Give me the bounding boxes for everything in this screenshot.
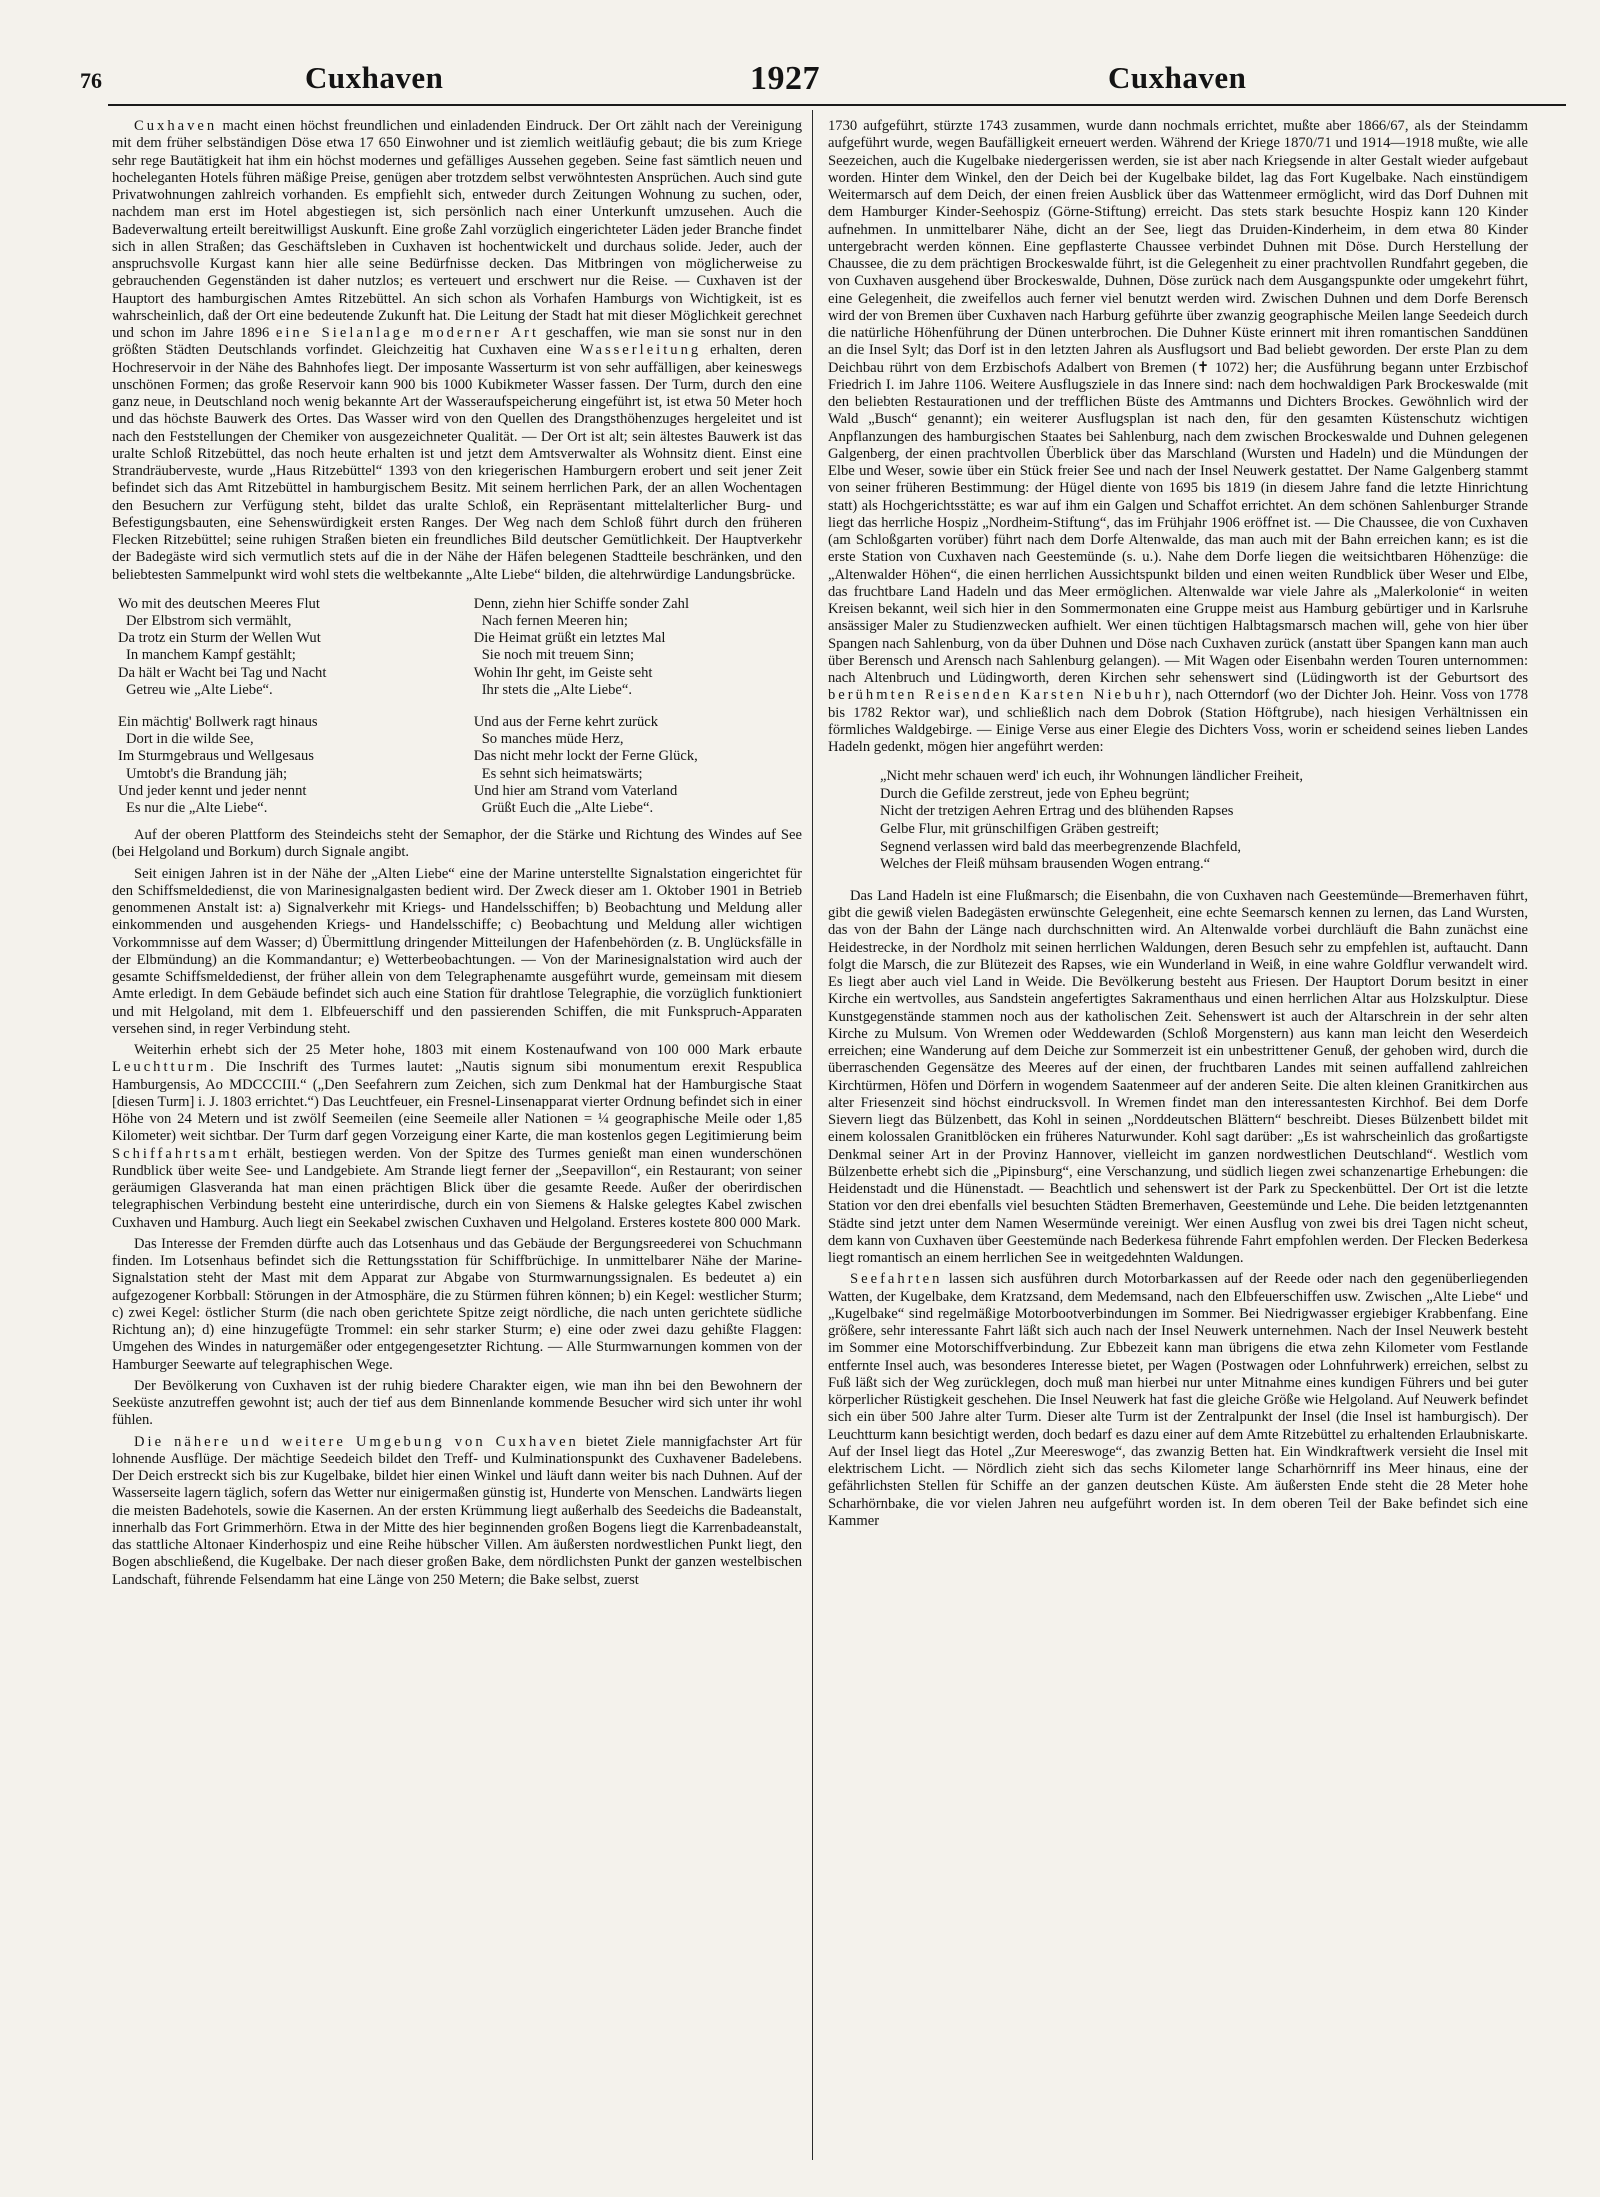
poem-alte-liebe: [118, 596, 802, 817]
umgebung-text: bietet Ziele mannigfachster Art für lohnende Ausflüge. Der mächtige Seedeich bildet den Treff- und Kulminationspunkt des Cuxhavener Badelebens. Der Deich erstreckt sich bis zur Kugelbake, bildet hier einen Winkel und läuft dann weiter bis nach Duhnen. Auf der Wasserseite lagern täglich, sofern das Wetter nur einigermaßen günstig ist, Hunderte von Menschen. Landwärts liegen die meisten Badehotels, sowie die Kasernen. An der ersten Krümmung liegt außerhalb des Seedeichs die Badeanstalt, innerhalb das Fort Grimmerhörn. Etwa in der Mitte des hier beginnenden großen Bogens liegt die Karrenbadeanstalt, das stattliche Altonaer Kinderhospiz und eine Reihe hübscher Villen. Am äußersten nordwestlichen Punkt liegt, den Bogen abschließend, die Kugelbake. Der nach dieser großen Bake, dem nördlichsten Punkt der ganzen westelbischen Landschaft, führende Felsendamm hat eine Länge von 250 Metern; die Bake selbst, zuerst: [112, 1433, 802, 1588]
kugelbake-text-1: 1730 aufgeführt, stürzte 1743 zusammen, wurde dann nochmals errichtet, mußte aber 1866/67, als der Steindamm aufgeführt wurde, wegen Baufälligkeit erneuert werden. Während der Kriege 1870/71 und 1914—1918 mußte, wie alle Seezeichen, auch die Kugelbake niedergerissen werden, sie ist aber nach Kriegsende in alter Gestalt wieder aufgebaut worden. Hinter dem Winkel, den der Deich bei der Kugelbake bildet, lag das Fort Kugelbake. Nach einstündigem Weitermarsch auf dem Deich, der einen freien Ausblick über das Wattenmeer ermöglicht, wird das Dorf Duhnen mit dem Hamburger Kinder-Seehospiz (Görne-Stiftung) erreicht. Das stets stark besuchte Hospiz kann 120 Kinder aufnehmen. In unmittelbarer Nähe, dicht an der See, liegt das Druiden-Kinderheim, in dem etwa 80 Kinder untergebracht werden können. Eine gepflasterte Chaussee verbindet Duhnen mit Döse. Durch Herstellung der Chaussee, die zu dem prächtigen Brockeswalde führt, ist die Gelegenheit zu einer prachtvollen Rundfahrt gegeben, die von Cuxhaven ausgehend über Brockeswalde, Duhnen, Döse zurück nach dem Ausgangspunkte oder umgekehrt führt, eine Gelegenheit, die zweifellos auch ferner viel benutzt werden wird. Zwischen Duhnen und dem Dorfe Berensch wird der von Bremen über Cuxhaven nach Harburg geführte über zwanzig geographische Meilen lange Seedeich durch die natürliche Höhenführung der Dünen unterbrochen. Die Duhner Küste erinnert mit ihren romantischen Sanddünen an die Insel Sylt; das Dorf ist in den letzten Jahren als Ausflugsort und Bad beliebt geworden. Der erste Plan zu dem Deichbau rührt von dem Erzbischofs Adalbert von Bremen (✝ 1072) her; die Ausführung begann unter Erzbischof Friedrich I. im Jahre 1106. Weitere Ausflugsziele in das Innere sind: nach dem hochwaldigen Park Brockeswalde (mit den beliebten Restaurationen und der trefflichen Büste des Amtmanns und Dichters Brockes. Gewöhnlich wird der Wald „Busch“ genannt); ein weiterer Ausflugsplan ist nach den, für den gesamten Küstenschutz wichtigen Anpflanzungen des hamburgischen Staates bei Sahlenburg, nach dem zwischen Brockeswalde und Duhnen gelegenen Galgenberg, der einen prachtvollen Überblick über das Marschland (Wursten und Hadeln) und die Mündungen der Elbe und Weser, sowie über ein Stück freier See und nach der Insel Neuwerk gestattet. Der Name Galgenberg stammt von seiner früheren Bestimmung: der Hügel diente von 1695 bis 1819 (in diesem Jahre fand die letzte Hinrichtung statt) als Hochgerichtsstätte; es war auf ihm ein Galgen und Schaffot errichtet. An dem schönen Sahlenburger Strande liegt das herrliche Hospiz „Nordheim-Stiftung“, das im Frühjahr 1906 eröffnet ist. — Die Chaussee, die von Cuxhaven (am Schloßgarten vorüber) führt nach dem Dorfe Altenwalde, das man auch mit der Bahn erreichen kann; es ist die erste Station von Cuxhaven nach Geestemünde (s. u.). Nahe dem Dorfe liegen die weitsichtbaren Höhenzüge: die „Altenwalder Höhen“, die einen herrlichen Aussichtspunkt bilden und einen weiten Rundblick über Weser und Elbe, das fruchtbare Land Hadeln und das Meer ermöglichen. Altenwalde war viele Jahre als „Malerkolonie“ in weiten Kreisen bekannt, weil sich hier in den Sommermonaten eine Gruppe meist aus Hamburg gebürtiger und in Karlsruhe ansässiger Maler zu Studienzwecken aufhielt. Wer einen tüchtigen Halbtagsmarsch machen will, gehe von hier über Spangen nach Sahlenburg, von da über Duhnen und Döse nach Cuxhaven zurück (anstatt über Spangen kann man auch über Berensch und Arensch nach Sahlenburg gelangen). — Mit Wagen oder Eisenbahn werden Touren unternommen: nach Altenbruch und Lüdingworth, deren Kirchen sehr sehenswert sind (Lüdingworth ist der Geburtsort des: [828, 118, 1528, 686]
running-year: 1927: [750, 60, 820, 97]
paragraph-seefahrten: [828, 1271, 1528, 1530]
poem-line: Denn, ziehn hier Schiffe sonder Zahl: [473, 595, 690, 612]
poem-line: So manches müde Herz,: [481, 731, 624, 748]
poem-line: Wo mit des deutschen Meeres Flut: [118, 595, 320, 612]
poem-line: Grüßt Euch die „Alte Liebe“.: [481, 799, 654, 816]
poem-stanza: [474, 596, 802, 699]
poem-line: Ihr stets die „Alte Liebe“.: [481, 681, 633, 698]
poem-line: Es sehnt sich heimatswärts;: [481, 765, 643, 782]
intro-text-2: geschaffen, wie man sie sonst nur in den größten Städten Deutschlands vorfindet. Gleichzeitig hat Cuxhaven eine: [112, 325, 802, 359]
quote-line: Durch die Gefilde zerstreut, jede von Epheu begrünt;: [880, 785, 1190, 802]
poem-line: Im Sturmgebraus und Wellgesaus: [118, 748, 314, 765]
emphasis-seefahrten: Seefahrten: [850, 1271, 943, 1288]
poem-line: Der Elbstrom sich vermählt,: [126, 612, 292, 629]
poem-line: Die Heimat grüßt ein letztes Mal: [473, 630, 666, 647]
quote-line: Gelbe Flur, mit grünschilfigen Gräben gestreift;: [880, 821, 1160, 838]
poem-line: Sie noch mit treuem Sinn;: [481, 647, 635, 664]
paragraph-bevoelkerung: Der Bevölkerung von Cuxhaven ist der ruhig biedere Charakter eigen, wie man ihn bei den Bewohnern der Seeküste anzutreffen gewohnt ist; auch der tief aus dem Binnenlande kommende Besucher wird sich unter ihr wohl fühlen.: [112, 1377, 802, 1429]
poem-line: Getreu wie „Alte Liebe“.: [126, 681, 273, 698]
poem-line: Ein mächtig' Bollwerk ragt hinaus: [118, 713, 318, 730]
column-divider: [812, 110, 813, 2160]
left-column: [112, 118, 802, 2158]
poem-line: Und jeder kennt und jeder nennt: [118, 782, 307, 799]
poem-line: Da trotz ein Sturm der Wellen Wut: [118, 630, 321, 647]
quote-line: Nicht der tretzigen Aehren Ertrag und des blühenden Rapses: [880, 803, 1234, 820]
lead-word: Cuxhaven: [134, 118, 218, 134]
poem-stanza: [474, 714, 802, 817]
leuchtturm-text-1: Weiterhin erhebt sich der 25 Meter hohe, 1803 mit einem Kostenaufwand von 100 000 Mark erbaute: [134, 1042, 802, 1059]
poem-line: Es nur die „Alte Liebe“.: [126, 799, 268, 816]
paragraph-kugelbake: [828, 118, 1528, 756]
intro-text-1: macht einen höchst freundlichen und einladenden Eindruck. Der Ort zählt nach der Vereinigung mit dem früher selbständigen Döse etwa 17 650 Einwohner und ist ziemlich weitläufig gebaut; die bis zum Kriege sehr rege Bautätigkeit hat ihm ein höchst modernes und gefälliges Aussehen gegeben. Seine fast sämtlich neuen und hocheleganten Hotels führen mäßige Preise, genügen aber trotzdem selbst verwöhntesten Ansprüchen. Auch sind gute Privatwohnungen zahlreich vorhanden. Es empfiehlt sich, entweder durch Zeitungen Wohnung zu suchen, oder, nachdem man erst im Hotel abgestiegen ist, sich persönlich nach einer Unterkunft umzusehen. Auch die Badeverwaltung erteilt bereitwilligst Auskunft. Eine große Zahl vorzüglich eingerichteter Läden jeder Branche findet sich in allen Straßen; das Geschäftsleben in Cuxhaven ist hochentwickelt und durchaus solide. Jeder, auch der anspruchsvolle Kurgast kann hier alle seine Bedürfnisse decken. Das Mitbringen von möglicherweise zu gebrauchenden Gegenständen ist daher nutzlos; es verteuert und erschwert nur die Reise. — Cuxhaven ist der Hauptort des hamburgischen Amtes Ritzebüttel. An sich schon als Vorhafen Hamburgs von Wichtigkeit, ist es wahrscheinlich, daß der Ort eine bedeutende Zukunft hat. Die Leitung der Stadt hat mit dieser Möglichkeit gerechnet und schon im Jahre 1896: [112, 118, 802, 341]
emphasis-wasserleitung: Wasserleitung: [579, 342, 702, 359]
poem-stanza: [118, 596, 446, 699]
page-number: 76: [80, 68, 102, 93]
paragraph-lotsenhaus: Das Interesse der Fremden dürfte auch das Lotsenhaus und das Gebäude der Bergungsreederei von Schuchmann finden. Im Lotsenhaus befindet sich die Rettungsstation für Schiffbrüchige. In unmittelbarer Nähe der Marine-Signalstation steht der Mast mit dem Apparat zur Abgabe von Sturmwarnungssignalen. Es bedeutet a) ein aufgezogener Korbball: Störungen in der Atmosphäre, die zu Stürmen führen können; b) ein Kegel: westlicher Sturm; c) zwei Kegel: östlicher Sturm (die nach oben gerichtete Spitze zeigt nördliche, die nach unten gerichtete südliche Richtung an); d) eine hinzugefügte Trommel: ein sehr starker Sturm; e) eine oder zwei dazu gehißte Flaggen: Umgehen des Windes in naturgemäßer oder entgegengesetzter Richtung. — Alle Sturmwarnungen kommen von der Hamburger Seewarte auf telegraphischen Wege.: [112, 1235, 802, 1373]
paragraph-land-hadeln: Das Land Hadeln ist eine Flußmarsch; die Eisenbahn, die von Cuxhaven nach Geestemünde—Bremerhaven führt, gibt die gewiß vielen Badegästen erwünschte Gelegenheit, eine echte Seemarsch kennen zu lernen, das Land Wursten, das von der Bahn der Länge nach durchschnitten wird. An Altenwalde vorbei durchläuft die Bahn zunächst eine Heidestrecke, in der Nordholz mit seinen herrlichen Waldungen, deren Besuch sehr zu empfehlen ist, auftaucht. Dann folgt die Marsch, die zur Blütezeit des Rapses, wie ein Wunderland in Weiß, in eine wahre Goldflur verwandelt wird. Es liegt aber auch viel Land in Weide. Die Bevölkerung besteht aus Friesen. Der Hauptort Dorum besitzt in einer Kirche ein wertvolles, aus Sandstein angefertigtes Sakramenthaus und einen herrlichen Altar aus Holzskulptur. Diese Kunstgegenstände stammen noch aus der katholischen Zeit. Sehenswert ist auch der Altarschrein in der sehr alten Kirche zu Mulsum. Von Wremen oder Weddewarden (Schloß Morgenstern) aus kann man leicht den Weserdeich erreichen; eine Wanderung auf dem Deiche zur Sommerzeit ist ein unbestrittener Genuß, der gehoben wird, durch die überraschenden Gegensätze des Meeres auf der einen, der fruchtbaren Landes mit seinen auffallend zahlreichen Kirchtürmen, Höfen und Dörfern in wogendem Saatenmeer auf der anderen Seite. Die alten kleinen Granitkirchen aus alter Friesenzeit sind höchst eindrucksvoll. In Wremen findet man den interessantesten Kirchhof. Bei dem Dorfe Sievern liegt das Bülzenbett, das Kohl in seinen „Norddeutschen Blättern“ beschreibt. Dieses Bülzenbett bildet mit einem kolossalen Granitblöcken ein früheres Naturwunder. Kohl sagt darüber: „Es ist wahrscheinlich das großartigste Denkmal seiner Art in der Provinz Hannover, vielleicht im ganzen nordwestlichen Deutschland“. Westlich vom Bülzenbette erhebt sich die „Pipinsburg“, eine Verschanzung, und südlich liegen zwei schanzenartige Erhebungen: die Heidenstadt und die Hünenstadt. — Beachtlich und sehenswert ist der Park zu Speckenbüttel. Der Ort ist die letzte Station vor den drei ebenfalls viel besuchten Städten Bremerhaven, Geestemünde und Lehe. Die beiden letztgenannten Städte sind jetzt unter dem Namen Wesermünde vereinigt. Wer einen Ausflug von zwei bis drei Tagen nicht scheut, dem kann von Cuxhaven über Geestemünde nach Bederkesa führende Fahrt empfohlen werden. Der Flecken Bederkesa liegt romantisch an einem herrlichen See in weitgedehnten Waldungen.: [828, 887, 1528, 1267]
paragraph-intro: [112, 118, 802, 584]
poem-line: Umtobt's die Brandung jäh;: [126, 765, 288, 782]
poem-line: Da hält er Wacht bei Tag und Nacht: [118, 664, 327, 681]
quote-line: „Nicht mehr schauen werd' ich euch, ihr Wohnungen ländlicher Freiheit,: [880, 768, 1304, 785]
emphasis-niebuhr: berühmten Reisenden Karsten Niebuhr: [828, 687, 1163, 704]
poem-line: Und hier am Strand vom Vaterland: [473, 782, 678, 799]
running-title-right: Cuxhaven: [1108, 60, 1247, 95]
poem-line: Wohin Ihr geht, im Geiste seht: [473, 664, 653, 681]
paragraph-umgebung: [112, 1434, 802, 1589]
paragraph-semaphor: Auf der oberen Plattform des Steindeichs steht der Semaphor, der die Stärke und Richtung des Windes auf See (bei Helgoland und Borkum) durch Signale angibt.: [112, 827, 802, 861]
leuchtturm-text-3: erhält, bestiegen werden. Von der Spitze des Turmes genießt man einen wunderschönen Rundblick über weite See- und Landgebiete. Am Strande liegt ferner der „Seepavillon“, ein Restaurant; von seiner geräumigen Glasveranda hat man einen prächtigen Blick über die gesamte Reede. Außer der oberirdischen telegraphischen Verbindung besteht eine unterirdische, durch ein von Siemens & Halske gelegtes Kabel zwischen Cuxhaven und Hamburg. Auch liegt ein Seekabel zwischen Cuxhaven und Helgoland. Ersteres kostete 800 000 Mark.: [112, 1145, 802, 1231]
running-title-left: Cuxhaven: [305, 60, 444, 95]
emphasis-schiffahrtsamt: Schiffahrtsamt: [112, 1145, 240, 1162]
emphasis-sielanlage: eine Sielanlage moderner Art: [275, 325, 540, 341]
emphasis-leuchtturm: Leuchtturm: [112, 1059, 211, 1076]
poem-column-left: [118, 596, 446, 817]
poem-line: Nach fernen Meeren hin;: [481, 612, 628, 629]
poem-stanza: [118, 714, 446, 817]
right-column: [828, 118, 1528, 2158]
poem-line: Dort in die wilde See,: [126, 731, 254, 748]
seefahrten-text: lassen sich ausführen durch Motorbarkassen auf der Reede oder nach den gegenüberliegenden Watten, der Kugelbake, dem Kratzsand, dem Medemsand, nach den Elbfeuerschiffen usw. Zwischen „Alte Liebe“ und „Kugelbake“ sind regelmäßige Motorbootverbindungen im Sommer. Bei Niedrigwasser ergiebiger Krabbenfang. Eine größere, sehr interessante Fahrt läßt sich auch nach der Insel Neuwerk unternehmen. Nach der Insel Neuwerk besteht im Sommer eine Motorschiffverbindung. Zur Ebbezeit kann man übrigens die etwa zehn Kilometer vom Festlande entfernte Insel auch, was besonderes Interesse bietet, per Wagen (Postwagen oder Lohnfuhrwerk) erreichen, selbst zu Fuß läßt sich der Weg zurücklegen, doch muß man hierbei nur unter Mitnahme eines kundigen Führers und bei guter körperlicher Rüstigkeit geschehen. Die Insel Neuwerk hat fast die gleiche Größe wie Helgoland. Auf Neuwerk befindet sich ein über 500 Jahre alter Turm. Dieser alte Turm ist der Zentralpunkt der Insel (die Insel ist hamburgisch). Der Leuchtturm kann besichtigt werden, doch bedarf es dazu einer auf dem Amte Ritzebüttel zu erhaltenden Erlaubniskarte. Auf der Insel liegt das Hotel „Zur Meereswoge“, das zwanzig Betten hat. Ein Windkraftwerk versieht die Insel mit elektrischem Licht. — Nördlich zieht sich das sechs Kilometer lange Scharhörnriff ins Meer hinaus, eine der gefährlichsten Stellen für Schiffe an der ganzen deutschen Küste. Am äußersten Ende steht die 28 Meter hohe Scharhörnbake, die vor vielen Jahren neu aufgeführt worden ist. In dem oberen Teil der Bake befindet sich eine Kammer: [828, 1271, 1528, 1529]
poem-line: Und aus der Ferne kehrt zurück: [473, 713, 659, 730]
paragraph-signalstation: Seit einigen Jahren ist in der Nähe der „Alten Liebe“ eine der Marine unterstellte Signalstation eingerichtet für den Schiffsmeldedienst, die von Marinesignalgasten bedient wird. Der Zweck dieser am 1. Oktober 1901 in Betrieb genommenen Anstalt ist: a) Signalverkehr mit Kriegs- und Handelsschiffen; b) Beobachtung und Meldung aller einkommenden und ausgehenden Kriegs- und Handelsschiffe; c) Beobachtung und Meldung aller wichtigen Vorkommnisse auf dem Wasser; d) Übermittlung dringender Mitteilungen der Hafenbehörden (z. B. Unglücksfälle in der Elbmündung) an die Kommandantur; e) Wetterbeobachtungen. — Von der Marinesignalstation wird auch der gesamte Schiffsmeldedienst, der früher allein von dem Telegraphenamte ausgeführt wurde, gemeinsam mit diesem Amte erledigt. In dem Gebäude befindet sich auch eine Station für drahtlose Telegraphie, die vorzüglich funktioniert und mit Helgoland, mit dem 1. Elbfeuerschiff und den passierenden Schiffen, die mit Funkspruch-Apparaten versehen sind, in reger Verbindung steht.: [112, 865, 802, 1037]
quote-line: Welches der Fleiß mühsam brausenden Wogen entrang.“: [880, 856, 1211, 873]
voss-elegy-quote: [880, 768, 1528, 874]
leuchtturm-text-2: . Die Inschrift des Turmes lautet: „Nautis signum sibi monumentum erexit Respublica Hamburgensis, Ao MDCCCIII.“ („Den Seefahrern zum Zeichen, sich zum Denkmal hat der Hamburgische Staat [diesen Turm] i. J. 1803 errichtet.“) Das Leuchtfeuer, ein Fresnel-Linsenapparat vierter Ordnung befindet sich in einer Höhe von 24 Metern und ist zwölf Seemeilen (eine Seemeile aller Nationen = ¼ geographische Meile oder 1,85 Kilometer) weit sichtbar. Der Turm darf gegen Vorzeigung einer Karte, die man kostenlos gegen Legitimierung beim: [112, 1059, 802, 1145]
poem-line: In manchem Kampf gestählt;: [126, 647, 296, 664]
header-rule: [108, 104, 1566, 106]
intro-text-3: erhalten, deren Hochreservoir in der Nähe des Bahnhofes liegt. Der imposante Wasserturm ist von sehr auffälligen, aber keineswegs unschönen Formen; das große Reservoir kann 900 bis 1000 Kubikmeter Wasser fassen. Der Turm, durch den eine ganz neue, in Deutschland noch wenig bekannte Art der Wasseraufspeicherung eingeführt ist, ist etwa 50 Meter hoch und das höchste Bauwerk des Ortes. Das Wasser wird von den Quellen des Drangsthöhenzuges hergeleitet und ist nach den Feststellungen der Chemiker von ausgezeichneter Qualität. — Der Ort ist alt; sein ältestes Bauwerk ist das uralte Schloß Ritzebüttel, das noch heute erhalten ist und jetzt dem Amtsverwalter als Wohnsitz dient. Einst eine Strandräuberveste, wurde „Haus Ritzebüttel“ 1393 von den kriegerischen Hamburgern erobert und seit jener Zeit befindet sich das Amt Ritzebüttel in hamburgischem Besitz. Mit seinem herrlichen Park, der an allen Wochentagen den Besuchern zur Verfügung steht, bildet das uralte Schloß, ein Repräsentant mittelalterlicher Burg- und Befestigungsbauten, eine Sehenswürdigkeit ersten Ranges. Der Weg nach dem Schloß führt durch den früheren Flecken Ritzebüttel; seine ruhigen Straßen bieten ein freundliches Bild deutscher Gemütlichkeit. Der Hauptverkehr der Badegäste wird sich vermutlich stets auf die in der Nähe der Häfen belegenen Stadtteile beschränken, und den beliebtesten Sammelpunkt wird wohl stets die weltbekannte „Alte Liebe“ bilden, die altehrwürdige Landungsbrücke.: [112, 342, 802, 583]
quote-line: Segnend verlassen wird bald das meerbegrenzende Blachfeld,: [880, 838, 1242, 855]
poem-line: Das nicht mehr lockt der Ferne Glück,: [473, 748, 698, 765]
paragraph-leuchtturm: [112, 1042, 802, 1232]
emphasis-umgebung: Die nähere und weitere Umgebung von Cuxhaven: [134, 1433, 579, 1450]
poem-column-right: [474, 596, 802, 817]
kugelbake-text-2: ), nach Otterndorf (wo der Dichter Joh. Heinr. Voss von 1778 bis 1782 Rektor war), und schließlich nach dem Dobrok (Station Höftgrube), nach hiesigen Verhältnissen ein förmliches Waldgebirge. — Einige Verse aus einer Elegie des Dichters Voss, worin er scheidend seines lieben Landes Hadeln gedenkt, mögen hier angeführt werden:: [828, 687, 1528, 755]
